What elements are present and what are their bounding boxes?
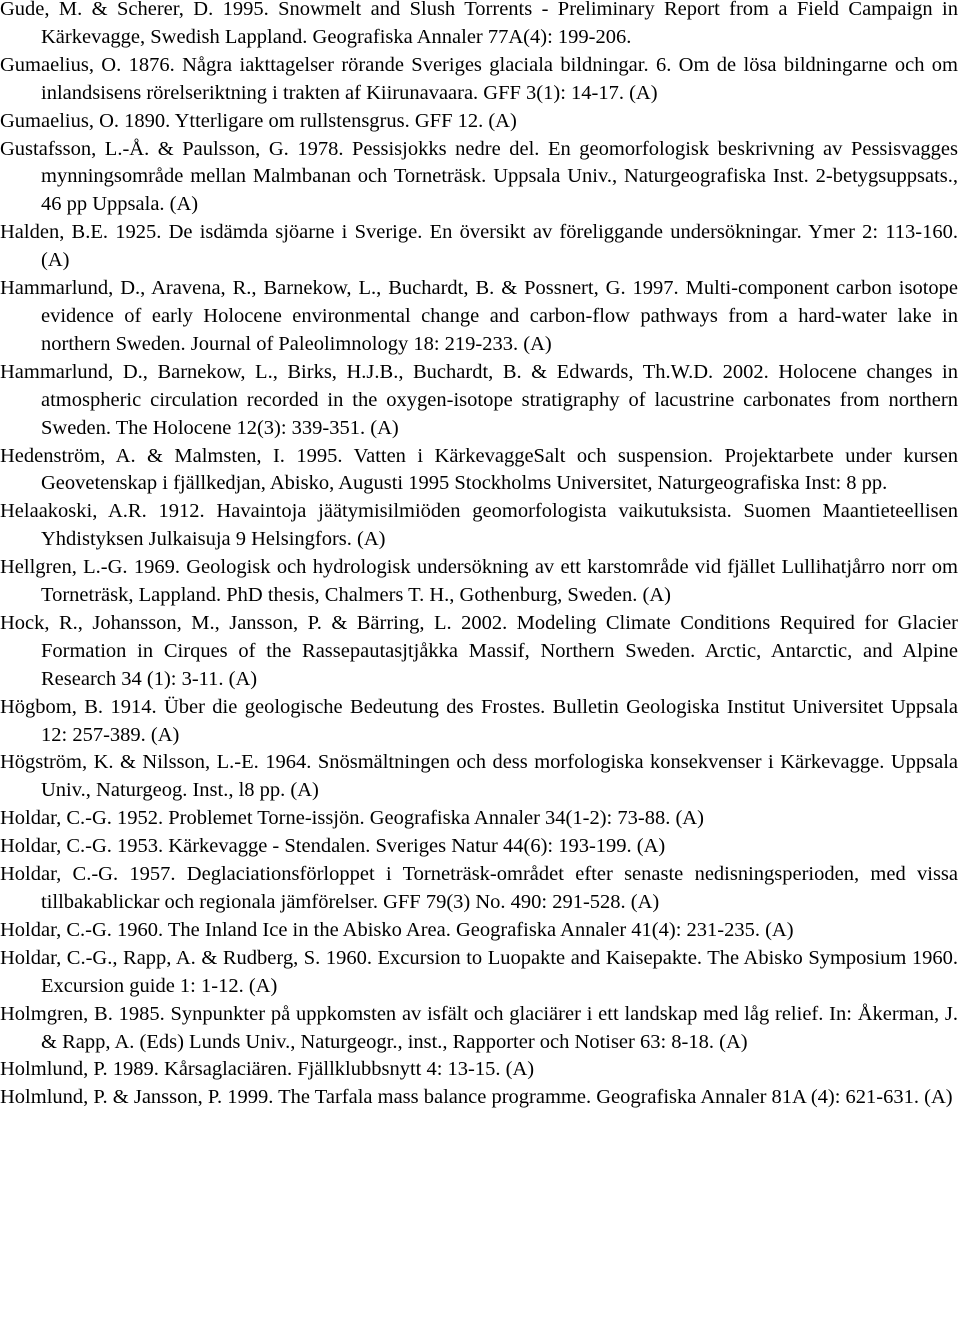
reference-entry: Holmlund, P. 1989. Kårsaglaciären. Fjällklubbsnytt 4: 13-15. (A): [0, 1058, 535, 1081]
reference-entry: Hock, R., Johansson, M., Jansson, P. & Bärring, L. 2002. Modeling Climate Conditions Required for Glacier Formation in Cirques of the Rassepautasjtjåkka Massif, Northern Sweden. Arctic, Antarctic, and Alpine Research 34 (1): 3-11. (A): [0, 611, 958, 690]
reference-entry: Holmlund, P. & Jansson, P. 1999. The Tarfala mass balance programme. Geografiska Annaler 81A (4): 621-631. (A): [0, 1086, 953, 1109]
reference-entry: Högström, K. & Nilsson, L.-E. 1964. Snösmältningen och dess morfologiska konsekvenser i Kärkevagge. Uppsala Univ., Naturgeog. Inst., l8 pp. (A): [0, 751, 958, 802]
reference-entry: Gude, M. & Scherer, D. 1995. Snowmelt and Slush Torrents - Preliminary Report from a Field Campaign in Kärkevagge, Swedish Lappland. Geografiska Annaler 77A(4): 199-206.: [0, 0, 958, 48]
reference-entry: Helaakoski, A.R. 1912. Havaintoja jäätymisilmiöden geomorfologista vaikutuksista. Suomen Maantieteellisen Yhdistyksen Julkaisuja 9 Helsingfors. (A): [0, 500, 958, 551]
reference-entry: Holmgren, B. 1985. Synpunkter på uppkomsten av isfält och glaciärer i ett landskap med låg relief. In: Åkerman, J. & Rapp, A. (Eds) Lunds Univ., Naturgeogr., inst., Rapporter och Notiser 63: 8-18. (A): [0, 1002, 958, 1053]
reference-entry: Holdar, C.-G. 1960. The Inland Ice in the Abisko Area. Geografiska Annaler 41(4): 231-235. (A): [0, 918, 794, 941]
reference-entry: Hedenström, A. & Malmsten, I. 1995. Vatten i KärkevaggeSalt och suspension. Projektarbete under kursen Geovetenskap i fjällkedjan, Abisko, Augusti 1995 Stockholms Universitet, Naturgeografiska Inst: 8 pp.: [0, 444, 958, 495]
reference-entry: Gustafsson, L.-Å. & Paulsson, G. 1978. Pessisjokks nedre del. En geomorfologisk beskrivning av Pessisvagges mynningsområde mellan Malmbanan och Torneträsk. Uppsala Univ., Naturgeografiska Inst. 2-betygsuppsats., 46 pp Uppsala. (A): [0, 137, 958, 216]
reference-entry: Hammarlund, D., Barnekow, L., Birks, H.J.B., Buchardt, B. & Edwards, Th.W.D. 2002. Holocene changes in atmospheric circulation recorded in the oxygen-isotope stratigraphy of lacustrine carbonates from northern Sweden. The Holocene 12(3): 339-351. (A): [0, 360, 958, 439]
reference-entry: Holdar, C.-G., Rapp, A. & Rudberg, S. 1960. Excursion to Luopakte and Kaisepakte. The Abisko Symposium 1960. Excursion guide 1: 1-12. (A): [0, 946, 958, 997]
reference-entry: Högbom, B. 1914. Über die geologische Bedeutung des Frostes. Bulletin Geologiska Institut Universitet Uppsala 12: 257-389. (A): [0, 695, 958, 746]
reference-entry: Hammarlund, D., Aravena, R., Barnekow, L., Buchardt, B. & Possnert, G. 1997. Multi-component carbon isotope evidence of early Holocene environmental change and carbon-flow pathways from a hard-water lake in northern Sweden. Journal of Paleolimnology 18: 219-233. (A): [0, 277, 958, 355]
reference-entry: Halden, B.E. 1925. De isdämda sjöarne i Sverige. En översikt av föreliggande undersökningar. Ymer 2: 113-160. (A): [0, 221, 958, 272]
reference-entry: Holdar, C.-G. 1957. Deglaciationsförloppet i Torneträsk-området efter senaste nedisningsperioden, med vissa tillbakablickar och regionala jämförelser. GFF 79(3) No. 490: 291-528. (A): [0, 863, 958, 913]
reference-entry: Gumaelius, O. 1876. Några iakttagelser rörande Sveriges glaciala bildningar. 6. Om de lösa bildningarne och om inlandsisens rörelseriktning i trakten af Kiirunavaara. GFF 3(1): 14-17. (A): [0, 53, 958, 104]
reference-entry: Hellgren, L.-G. 1969. Geologisk och hydrologisk undersökning av ett karstområde vid fjället Lullihatjårro norr om Torneträsk, Lappland. PhD thesis, Chalmers T. H., Gothenburg, Sweden. (A): [0, 556, 958, 607]
reference-entry: Holdar, C.-G. 1953. Kärkevagge - Stendalen. Sveriges Natur 44(6): 193-199. (A): [0, 835, 666, 858]
reference-entry: Holdar, C.-G. 1952. Problemet Torne-issjön. Geografiska Annaler 34(1-2): 73-88. (A): [0, 807, 704, 830]
reference-entry: Gumaelius, O. 1890. Ytterligare om rullstensgrus. GFF 12. (A): [0, 109, 517, 132]
